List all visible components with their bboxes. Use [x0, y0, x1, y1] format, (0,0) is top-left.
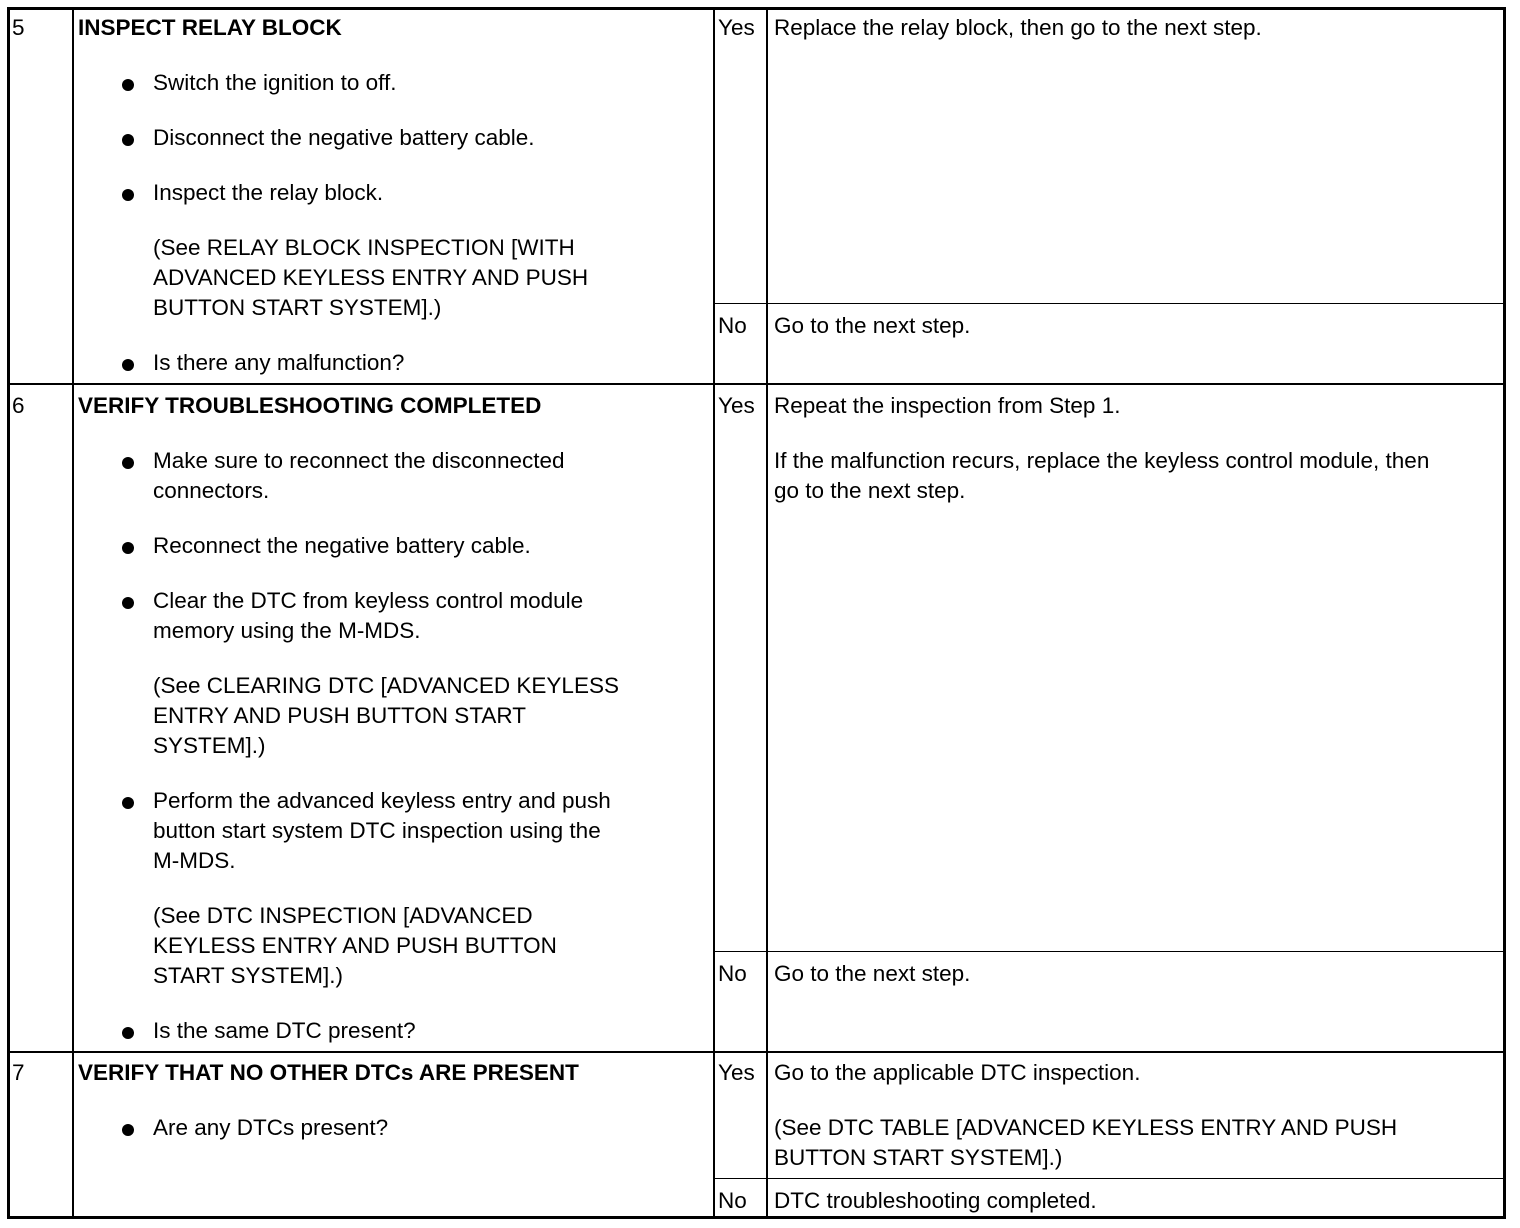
step-title: VERIFY TROUBLESHOOTING COMPLETED	[78, 393, 542, 418]
step-title: VERIFY THAT NO OTHER DTCs ARE PRESENT	[78, 1060, 579, 1085]
procedure-bullet: M-MDS.	[153, 848, 236, 873]
no-action: Go to the next step.	[774, 961, 971, 986]
yes-label: Yes	[718, 1060, 755, 1085]
yes-action: If the malfunction recurs, replace the keyless control module, then	[774, 448, 1430, 473]
yes-action: Replace the relay block, then go to the next step.	[774, 15, 1262, 40]
step-number: 5	[12, 15, 25, 40]
procedure-bullet: connectors.	[153, 478, 270, 503]
bullet-icon	[122, 79, 134, 91]
yes-action: Repeat the inspection from Step 1.	[774, 393, 1121, 418]
procedure-bullet: Clear the DTC from keyless control module	[153, 588, 584, 613]
bullet-icon	[122, 359, 134, 371]
no-label: No	[718, 313, 747, 338]
bullet-icon	[122, 134, 134, 146]
row-divider-5-6	[10, 383, 1503, 385]
no-label: No	[718, 1188, 747, 1213]
reference-link: (See DTC TABLE [ADVANCED KEYLESS ENTRY AND PUSH	[774, 1115, 1398, 1140]
procedure-bullet: Perform the advanced keyless entry and push	[153, 788, 611, 813]
procedure-bullet: button start system DTC inspection using the	[153, 818, 601, 843]
divider-step-col	[72, 10, 74, 1216]
bullet-icon	[122, 542, 134, 554]
procedure-bullet: Are any DTCs present?	[153, 1115, 389, 1140]
reference-link: KEYLESS ENTRY AND PUSH BUTTON	[153, 933, 557, 958]
step-number: 7	[12, 1060, 25, 1085]
procedure-bullet: Make sure to reconnect the disconnected	[153, 448, 565, 473]
yes-no-divider-5	[713, 303, 1503, 304]
reference-link: START SYSTEM].)	[153, 963, 344, 988]
no-label: No	[718, 961, 747, 986]
procedure-bullet: Switch the ignition to off.	[153, 70, 397, 95]
reference-link: BUTTON START SYSTEM].)	[153, 295, 442, 320]
yes-action: go to the next step.	[774, 478, 966, 503]
divider-answer-col	[766, 10, 768, 1216]
no-action: DTC troubleshooting completed.	[774, 1188, 1097, 1213]
reference-link: BUTTON START SYSTEM].)	[774, 1145, 1063, 1170]
reference-link: ENTRY AND PUSH BUTTON START	[153, 703, 526, 728]
bullet-icon	[122, 597, 134, 609]
troubleshooting-table	[7, 7, 1506, 1219]
bullet-icon	[122, 797, 134, 809]
yes-no-divider-6	[713, 951, 1503, 952]
procedure-bullet: memory using the M-MDS.	[153, 618, 421, 643]
bullet-icon	[122, 1124, 134, 1136]
reference-link: SYSTEM].)	[153, 733, 266, 758]
step-title: INSPECT RELAY BLOCK	[78, 15, 342, 40]
yes-label: Yes	[718, 393, 755, 418]
procedure-bullet: Inspect the relay block.	[153, 180, 384, 205]
step-number: 6	[12, 393, 25, 418]
yes-no-divider-7	[713, 1178, 1503, 1179]
bullet-icon	[122, 189, 134, 201]
yes-action: Go to the applicable DTC inspection.	[774, 1060, 1141, 1085]
bullet-icon	[122, 1027, 134, 1039]
procedure-bullet: Reconnect the negative battery cable.	[153, 533, 531, 558]
yes-label: Yes	[718, 15, 755, 40]
procedure-bullet: Is the same DTC present?	[153, 1018, 416, 1043]
row-divider-6-7	[10, 1051, 1503, 1053]
reference-link: (See RELAY BLOCK INSPECTION [WITH	[153, 235, 575, 260]
divider-procedure-col	[713, 10, 715, 1216]
reference-link: ADVANCED KEYLESS ENTRY AND PUSH	[153, 265, 589, 290]
no-action: Go to the next step.	[774, 313, 971, 338]
bullet-icon	[122, 457, 134, 469]
procedure-bullet: Is there any malfunction?	[153, 350, 405, 375]
reference-link: (See DTC INSPECTION [ADVANCED	[153, 903, 533, 928]
procedure-bullet: Disconnect the negative battery cable.	[153, 125, 535, 150]
reference-link: (See CLEARING DTC [ADVANCED KEYLESS	[153, 673, 619, 698]
